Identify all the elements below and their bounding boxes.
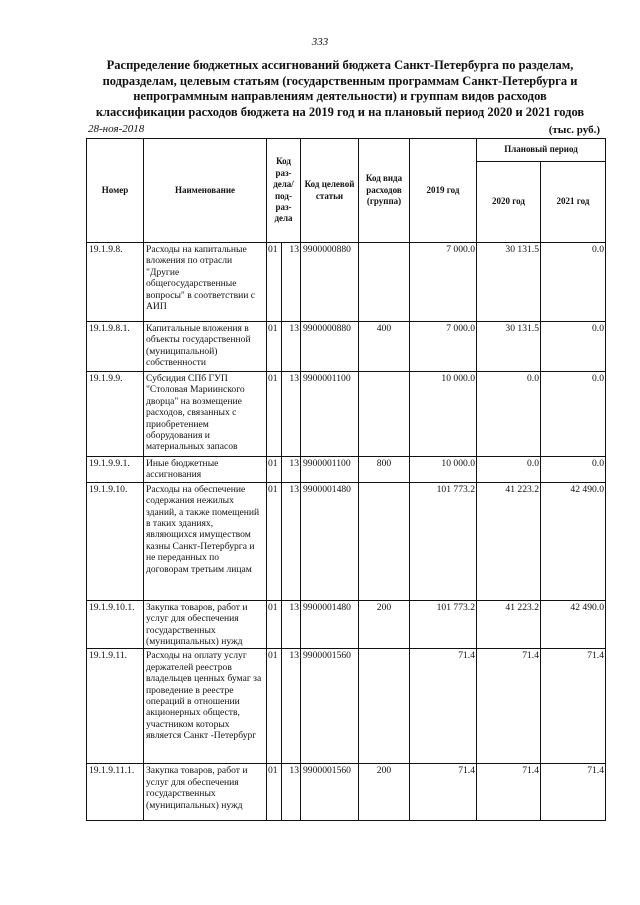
row-razdel: 01 <box>267 457 282 483</box>
row-amount-2021: 71.4 <box>541 764 606 821</box>
row-vid-code <box>359 372 410 457</box>
table-row <box>87 457 606 483</box>
row-vid-code: 400 <box>359 322 410 372</box>
header-2020: 2020 год <box>477 162 541 243</box>
row-amount-2019: 10 000.0 <box>410 372 477 457</box>
row-amount-2020: 41 223.2 <box>477 482 541 600</box>
row-vid-code <box>359 482 410 600</box>
row-amount-2019: 101 773.2 <box>410 482 477 600</box>
header-number: Номер <box>87 139 144 243</box>
row-number: 19.1.9.9.1. <box>87 457 144 483</box>
header-target: Код целевой статьи <box>301 139 359 243</box>
row-amount-2021: 71.4 <box>541 649 606 764</box>
row-amount-2021: 42 490.0 <box>541 482 606 600</box>
row-razdel: 01 <box>267 322 282 372</box>
row-amount-2021: 0.0 <box>541 322 606 372</box>
row-razdel: 01 <box>267 764 282 821</box>
row-razdel: 01 <box>267 243 282 322</box>
row-name: Расходы на оплату услуг держателей реестров владельцев ценных бумаг за проведение в реестре операций в отношении акционерных обществ, участником которых является Санкт -Петербург <box>144 649 267 764</box>
budget-table <box>86 138 606 821</box>
table-header <box>87 139 606 243</box>
page-number: 333 <box>311 36 329 48</box>
header-2019: 2019 год <box>410 139 477 243</box>
row-razdel: 01 <box>267 600 282 649</box>
row-target-code: 9900001480 <box>301 482 359 600</box>
row-name: Расходы на капитальные вложения по отрасли "Другие общегосударственные вопросы" в соответствии с АИП <box>144 243 267 322</box>
table-row <box>87 482 606 600</box>
row-amount-2019: 101 773.2 <box>410 600 477 649</box>
row-vid-code: 800 <box>359 457 410 483</box>
row-name: Закупка товаров, работ и услуг для обеспечения государственных (муниципальных) нужд <box>144 764 267 821</box>
row-amount-2021: 0.0 <box>541 243 606 322</box>
row-amount-2021: 0.0 <box>541 457 606 483</box>
table-row <box>87 764 606 821</box>
row-razdel: 01 <box>267 649 282 764</box>
row-amount-2021: 42 490.0 <box>541 600 606 649</box>
row-amount-2020: 71.4 <box>477 649 541 764</box>
row-podrazdel: 13 <box>282 457 301 483</box>
row-razdel: 01 <box>267 372 282 457</box>
header-razdel: Код раз- дела/ под- раз- дела <box>267 139 301 243</box>
table-row <box>87 372 606 457</box>
row-amount-2020: 41 223.2 <box>477 600 541 649</box>
document-title: Распределение бюджетных ассигнований бюджета Санкт-Петербурга по разделам, подразделам, целевым статьям (государственным программам Санкт-Петербурга и непрограммным направлениям деятельности) и группам видов расходов классификации расходов бюджета на 2019 год и на плановый период 2020 и 2021 годов <box>95 58 585 119</box>
table-body <box>87 243 606 821</box>
row-amount-2020: 71.4 <box>477 764 541 821</box>
row-name: Расходы на обеспечение содержания нежилых зданий, а также помещений в таких зданиях, являющихся имуществом казны Санкт-Петербурга и не переданных по договорам третьим лицам <box>144 482 267 600</box>
row-podrazdel: 13 <box>282 372 301 457</box>
row-amount-2021: 0.0 <box>541 372 606 457</box>
row-podrazdel: 13 <box>282 764 301 821</box>
row-target-code: 9900001560 <box>301 764 359 821</box>
row-number: 19.1.9.10.1. <box>87 600 144 649</box>
row-target-code: 9900001100 <box>301 372 359 457</box>
units-label: (тыс. руб.) <box>548 124 600 136</box>
row-podrazdel: 13 <box>282 649 301 764</box>
document-date: 28-ноя-2018 <box>88 123 145 135</box>
row-podrazdel: 13 <box>282 600 301 649</box>
row-vid-code <box>359 649 410 764</box>
row-target-code: 9900001480 <box>301 600 359 649</box>
row-vid-code <box>359 243 410 322</box>
row-number: 19.1.9.8. <box>87 243 144 322</box>
row-number: 19.1.9.10. <box>87 482 144 600</box>
header-name: Наименование <box>144 139 267 243</box>
table-row <box>87 649 606 764</box>
row-vid-code: 200 <box>359 764 410 821</box>
header-2021: 2021 год <box>541 162 606 243</box>
header-planned-period: Плановый период <box>477 139 606 162</box>
row-amount-2019: 71.4 <box>410 764 477 821</box>
row-number: 19.1.9.11. <box>87 649 144 764</box>
row-amount-2019: 71.4 <box>410 649 477 764</box>
row-amount-2020: 0.0 <box>477 372 541 457</box>
row-number: 19.1.9.9. <box>87 372 144 457</box>
row-vid-code: 200 <box>359 600 410 649</box>
row-razdel: 01 <box>267 482 282 600</box>
table-row <box>87 243 606 322</box>
table-row <box>87 322 606 372</box>
row-amount-2020: 30 131.5 <box>477 322 541 372</box>
row-amount-2020: 0.0 <box>477 457 541 483</box>
row-target-code: 9900000880 <box>301 243 359 322</box>
row-target-code: 9900001560 <box>301 649 359 764</box>
row-name: Капитальные вложения в объекты государственной (муниципальной) собственности <box>144 322 267 372</box>
row-name: Иные бюджетные ассигнования <box>144 457 267 483</box>
row-amount-2019: 7 000.0 <box>410 322 477 372</box>
row-podrazdel: 13 <box>282 482 301 600</box>
row-number: 19.1.9.11.1. <box>87 764 144 821</box>
row-target-code: 9900001100 <box>301 457 359 483</box>
row-target-code: 9900000880 <box>301 322 359 372</box>
row-amount-2019: 10 000.0 <box>410 457 477 483</box>
row-podrazdel: 13 <box>282 322 301 372</box>
row-podrazdel: 13 <box>282 243 301 322</box>
row-name: Субсидия СПб ГУП "Столовая Мариинского дворца" на возмещение расходов, связанных с приобретением оборудования и материальных запасов <box>144 372 267 457</box>
row-amount-2019: 7 000.0 <box>410 243 477 322</box>
row-number: 19.1.9.8.1. <box>87 322 144 372</box>
table-row <box>87 600 606 649</box>
row-amount-2020: 30 131.5 <box>477 243 541 322</box>
row-name: Закупка товаров, работ и услуг для обеспечения государственных (муниципальных) нужд <box>144 600 267 649</box>
header-vid: Код вида расходов (группа) <box>359 139 410 243</box>
